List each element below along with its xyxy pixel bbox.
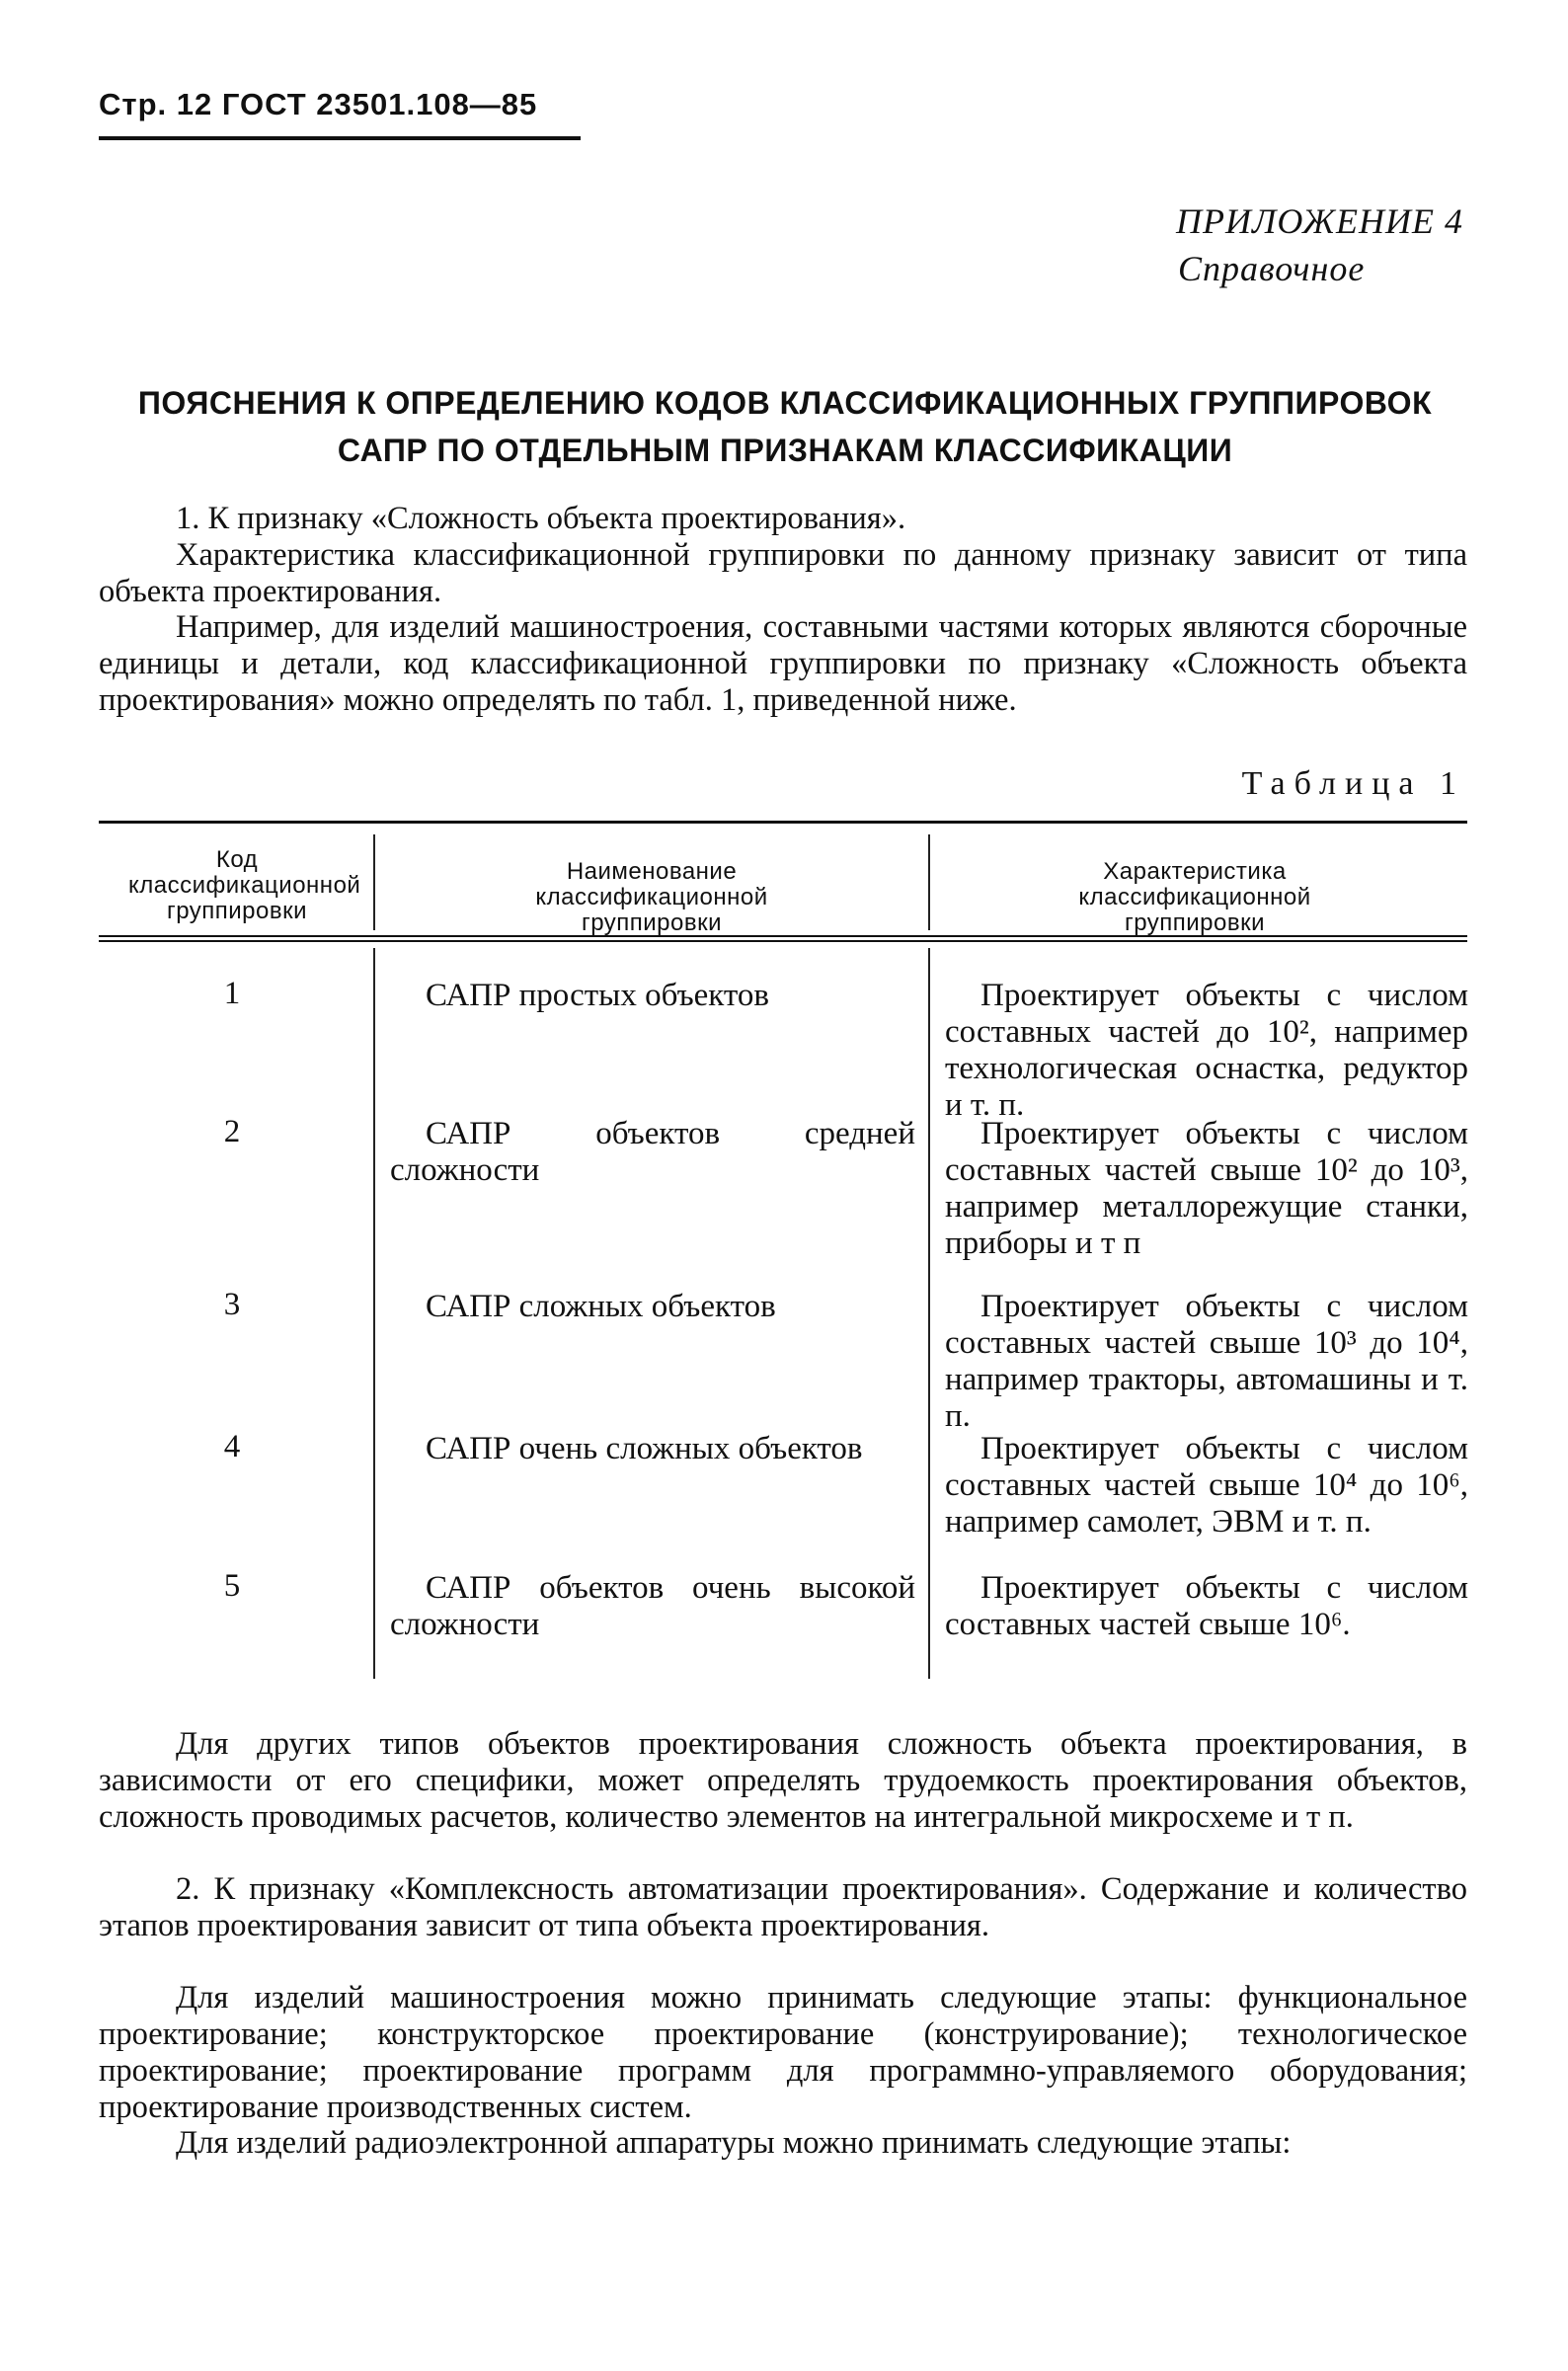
- table-row-name: САПР сложных объектов: [426, 1289, 776, 1324]
- table-row-name: САПР объектов очень высокой сложности: [390, 1570, 915, 1642]
- body-column-divider: [928, 948, 930, 1679]
- page-header: Стр. 12 ГОСТ 23501.108—85: [99, 87, 581, 140]
- body-paragraph-2: 2. К признаку «Комплексность автоматизации проектирования». Содержание и количество этапов проектирования зависит от типа объекта проектирования.: [99, 1871, 1467, 1943]
- table-row-code: 1: [223, 976, 241, 1011]
- header-column-divider: [928, 834, 930, 930]
- table-row-description: Проектирует объекты с числом составных частей свыше 10⁴ до 10⁶, например самолет, ЭВМ и т. п.: [945, 1431, 1468, 1540]
- table-row-description: Проектирует объекты с числом составных частей свыше 10⁶.: [945, 1570, 1468, 1642]
- header-column-divider: [373, 834, 375, 930]
- section-title: [99, 379, 1471, 474]
- table-header-code: Код классификационной группировки: [128, 846, 361, 924]
- body-paragraph-4: Для изделий радиоэлектронной аппаратуры можно принимать следующие этапы:: [176, 2125, 1292, 2161]
- table-row-code: 3: [223, 1287, 241, 1322]
- table-row-description: Проектирует объекты с числом составных частей свыше 10³ до 10⁴, например тракторы, автомашины и т. п.: [945, 1289, 1468, 1434]
- table-row-code: 2: [223, 1114, 241, 1149]
- table-row-description: Проектирует объекты с числом составных частей до 10², например технологическая оснастка, редуктор и т. п.: [945, 978, 1468, 1123]
- section-title-line-2: САПР ПО ОТДЕЛЬНЫМ ПРИЗНАКАМ КЛАССИФИКАЦИИ: [337, 433, 1233, 468]
- body-paragraph-1: Для других типов объектов проектирования сложность объекта проектирования, в зависимости от его специфики, может определять трудоемкость проектирования объектов, сложность проводимых расчетов, количество элементов на интегральной микросхеме и т п.: [99, 1726, 1467, 1835]
- appendix-subtitle: Справочное: [1178, 249, 1366, 288]
- table-row-code: 5: [223, 1568, 241, 1604]
- intro-paragraph-3: Например, для изделий машиностроения, составными частями которых являются сборочные единицы и детали, код классификационной группировки по признаку «Сложность объекта проектирования» можно определять по табл. 1, приведенной ниже.: [99, 609, 1467, 718]
- table-row-code: 4: [223, 1429, 241, 1464]
- body-column-divider: [373, 948, 375, 1679]
- table-row-name: САПР простых объектов: [426, 978, 769, 1013]
- table-top-rule: [99, 821, 1467, 824]
- appendix-title: ПРИЛОЖЕНИЕ 4: [1176, 201, 1463, 241]
- table-header-name: Наименование классификационной группировки: [535, 858, 768, 936]
- intro-paragraph-1: 1. К признаку «Сложность объекта проектирования».: [176, 501, 906, 536]
- table-header-description: Характеристика классификационной группировки: [1078, 858, 1311, 936]
- table-header-rule-double: [99, 940, 1467, 942]
- section-title-line-1: ПОЯСНЕНИЯ К ОПРЕДЕЛЕНИЮ КОДОВ КЛАССИФИКАЦИОННЫХ ГРУППИРОВОК: [137, 385, 1433, 421]
- appendix-label: [1176, 198, 1463, 292]
- table-caption: Таблица 1: [1241, 765, 1465, 802]
- intro-paragraph-2: Характеристика классификационной группировки по данному признаку зависит от типа объекта проектирования.: [99, 537, 1467, 609]
- body-paragraph-3: Для изделий машиностроения можно принимать следующие этапы: функциональное проектирование; конструкторское проектирование (конструирование); технологическое проектирование; проектирование программ для программно-управляемого оборудования; проектирование производственных систем.: [99, 1980, 1467, 2125]
- table-row-description: Проектирует объекты с числом составных частей свыше 10² до 10³, например металлорежущие станки, приборы и т п: [945, 1116, 1468, 1261]
- table-row-name: САПР очень сложных объектов: [426, 1431, 863, 1466]
- table-row-name: САПР объектов средней сложности: [390, 1116, 915, 1188]
